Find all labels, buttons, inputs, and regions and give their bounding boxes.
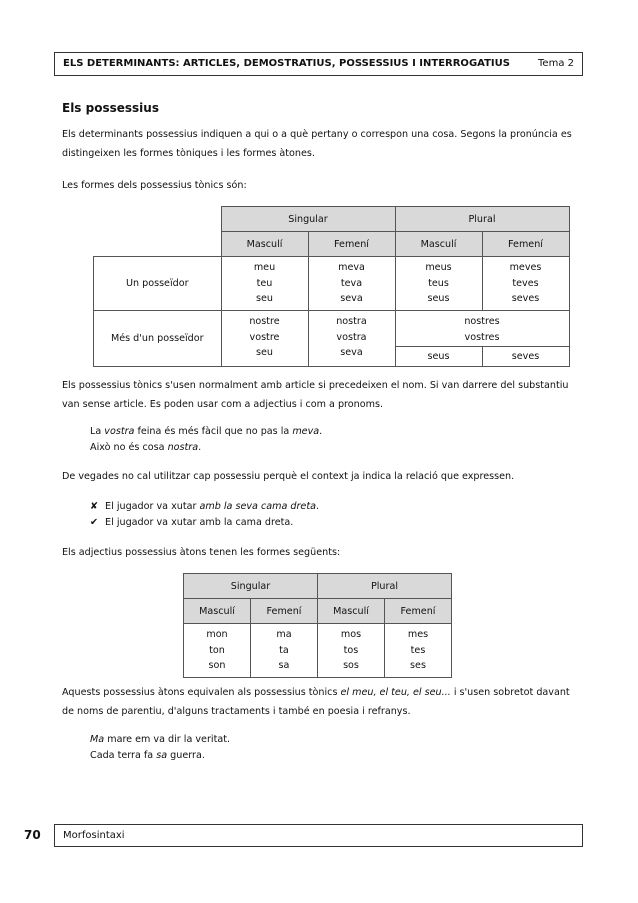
atonic-usage-line-1: Aquests possessius àtons equivalen als possessius tònics el meu, el teu, el seu... i s'usen sobretot davant	[62, 687, 570, 698]
forms-cell: ma ta sa	[276, 629, 292, 671]
header-topic: Tema 2	[538, 58, 574, 69]
page-footer	[54, 824, 583, 847]
forms-cell: seus	[395, 347, 482, 367]
check-icon: ✔	[90, 517, 99, 528]
forms-cell: nostre vostre seu	[249, 316, 280, 358]
forms-cell: mos tos sos	[340, 629, 362, 671]
forms-cell: nostra vostra seva	[336, 316, 367, 358]
atonic-table	[183, 573, 452, 678]
forms-cell: meves teves seves	[509, 262, 542, 304]
intro-paragraph	[62, 125, 582, 163]
example-line: La vostra feina és més fàcil que no pas la meva.	[90, 426, 323, 437]
atonic-intro: Els adjectius possessius àtons tenen les formes següents:	[62, 547, 341, 558]
row-label-many-owners: Més d'un posseïdor	[94, 311, 222, 367]
header-title: ELS DETERMINANTS: ARTICLES, DEMOSTRATIUS, POSSESSIUS I INTERROGATIUS	[63, 58, 510, 69]
tonic-masc-sing-header: Masculí	[221, 232, 308, 257]
atonic-usage-paragraph	[62, 683, 582, 721]
example-line-wrong: ✘ El jugador va xutar amb la seva cama dreta.	[90, 499, 319, 515]
example-line: Això no és cosa nostra.	[90, 442, 202, 453]
tonic-masc-pl-header: Masculí	[395, 232, 482, 257]
tonic-usage-paragraph	[62, 376, 582, 414]
example-line: Ma mare em va dir la veritat.	[90, 734, 231, 745]
atonic-plural-header: Plural	[318, 574, 452, 599]
empty-corner	[94, 207, 222, 232]
page-number: 70	[24, 828, 41, 842]
tonic-fem-sing-header: Femení	[308, 232, 395, 257]
examples-3	[90, 732, 230, 764]
tonic-intro: Les formes dels possessius tònics són:	[62, 180, 247, 191]
forms-cell: meus teus seus	[425, 262, 452, 304]
tonic-usage-line-1: Els possessius tònics s'usen normalment amb article si precedeixen el nom. Si van darrere del substantiu	[62, 380, 569, 391]
atonic-usage-line-2: de noms de parentiu, d'alguns tractaments i també en poesia i refranys.	[62, 706, 411, 717]
intro-line-1: Els determinants possessius indiquen a qui o a què pertany o correspon una cosa. Segons la pronúncia es	[62, 129, 572, 140]
atonic-fem-pl-header: Femení	[385, 599, 452, 624]
tonic-fem-pl-header: Femení	[482, 232, 569, 257]
section-title: Els possessius	[62, 101, 159, 115]
tonic-plural-header: Plural	[395, 207, 569, 232]
forms-cell: mes tes ses	[407, 629, 429, 671]
tonic-usage-line-2: van sense article. Es poden usar com a adjectius i com a pronoms.	[62, 399, 384, 410]
atonic-masc-sing-header: Masculí	[184, 599, 251, 624]
footer-label: Morfosintaxi	[63, 830, 125, 841]
atonic-fem-sing-header: Femení	[251, 599, 318, 624]
tonic-singular-header: Singular	[221, 207, 395, 232]
examples-2	[90, 499, 319, 531]
page-header	[54, 52, 583, 76]
forms-cell: meu teu seu	[253, 262, 276, 304]
forms-cell: meva teva seva	[338, 262, 365, 304]
tonic-table	[93, 206, 570, 367]
intro-line-2: distingeixen les formes tòniques i les formes àtones.	[62, 148, 315, 159]
atonic-singular-header: Singular	[184, 574, 318, 599]
atonic-masc-pl-header: Masculí	[318, 599, 385, 624]
forms-cell: mon ton son	[206, 629, 228, 671]
forms-cell: nostres vostres	[464, 316, 500, 343]
cross-icon: ✘	[90, 501, 99, 512]
context-note: De vegades no cal utilitzar cap possessiu perquè el context ja indica la relació que expressen.	[62, 471, 515, 482]
row-label-one-owner: Un posseïdor	[94, 257, 222, 311]
example-line: Cada terra fa sa guerra.	[90, 750, 205, 761]
example-line-right: ✔ El jugador va xutar amb la cama dreta.	[90, 515, 319, 531]
examples-1	[90, 424, 322, 456]
forms-cell: seves	[482, 347, 569, 367]
